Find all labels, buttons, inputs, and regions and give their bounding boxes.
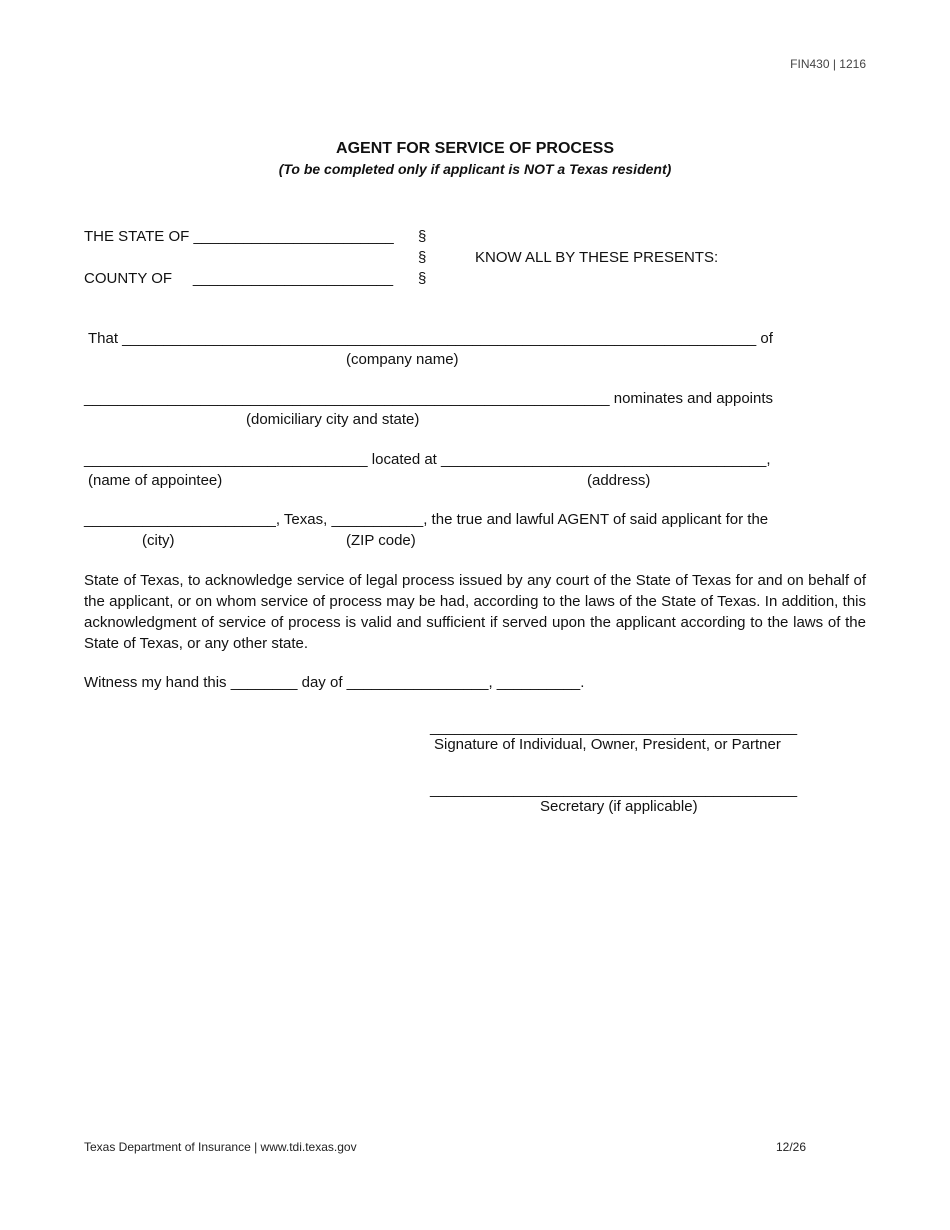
witness-line[interactable]: Witness my hand this ________ day of _________________, __________.	[84, 674, 585, 691]
body-paragraph: State of Texas, to acknowledge service of legal process issued by any court of the State of Texas for and on behalf of the applicant, or on whom service of process may be had, according to the laws of the State of Texas. In addition, this acknowledgment of service of process is valid and sufficient if served upon the applicant according to the laws of the State of Texas, or any other state.	[84, 572, 866, 652]
domiciliary-line[interactable]: _______________________________________________________________ nominates and appoints	[84, 390, 774, 407]
signature-line-primary[interactable]: ____________________________________________	[430, 719, 798, 736]
page-title: AGENT FOR SERVICE OF PROCESS	[336, 140, 614, 157]
state-of-line[interactable]: THE STATE OF ________________________	[84, 228, 394, 245]
appointee-address-line[interactable]: __________________________________ located at _______________________________________,	[84, 451, 771, 468]
section-symbol: §	[418, 249, 427, 266]
section-symbol: §	[418, 228, 427, 245]
form-code: FIN430 | 1216	[790, 57, 866, 71]
zip-caption: (ZIP code)	[346, 532, 416, 549]
page-subtitle: (To be completed only if applicant is NOT a Texas resident)	[278, 161, 672, 177]
domiciliary-caption: (domiciliary city and state)	[246, 411, 420, 428]
address-caption: (address)	[587, 472, 651, 489]
footer-org: Texas Department of Insurance | www.tdi.texas.gov	[84, 1140, 357, 1154]
footer-page-number: 12/26	[776, 1140, 807, 1154]
company-name-caption: (company name)	[346, 351, 459, 368]
company-name-line[interactable]: That ____________________________________________________________________________ of	[88, 330, 773, 347]
signature-line-secretary[interactable]: ____________________________________________	[430, 781, 798, 798]
appointee-caption: (name of appointee)	[88, 472, 223, 489]
city-zip-line[interactable]: _______________________, Texas, ___________, the true and lawful AGENT of said applicant for the	[84, 511, 769, 528]
county-of-line[interactable]: COUNTY OF ________________________	[84, 270, 394, 287]
section-symbol: §	[418, 270, 427, 287]
know-all-heading: KNOW ALL BY THESE PRESENTS:	[475, 249, 719, 266]
signature-caption-primary: Signature of Individual, Owner, President, or Partner	[434, 736, 781, 753]
city-caption: (city)	[142, 532, 175, 549]
signature-caption-secretary: Secretary (if applicable)	[540, 798, 698, 815]
